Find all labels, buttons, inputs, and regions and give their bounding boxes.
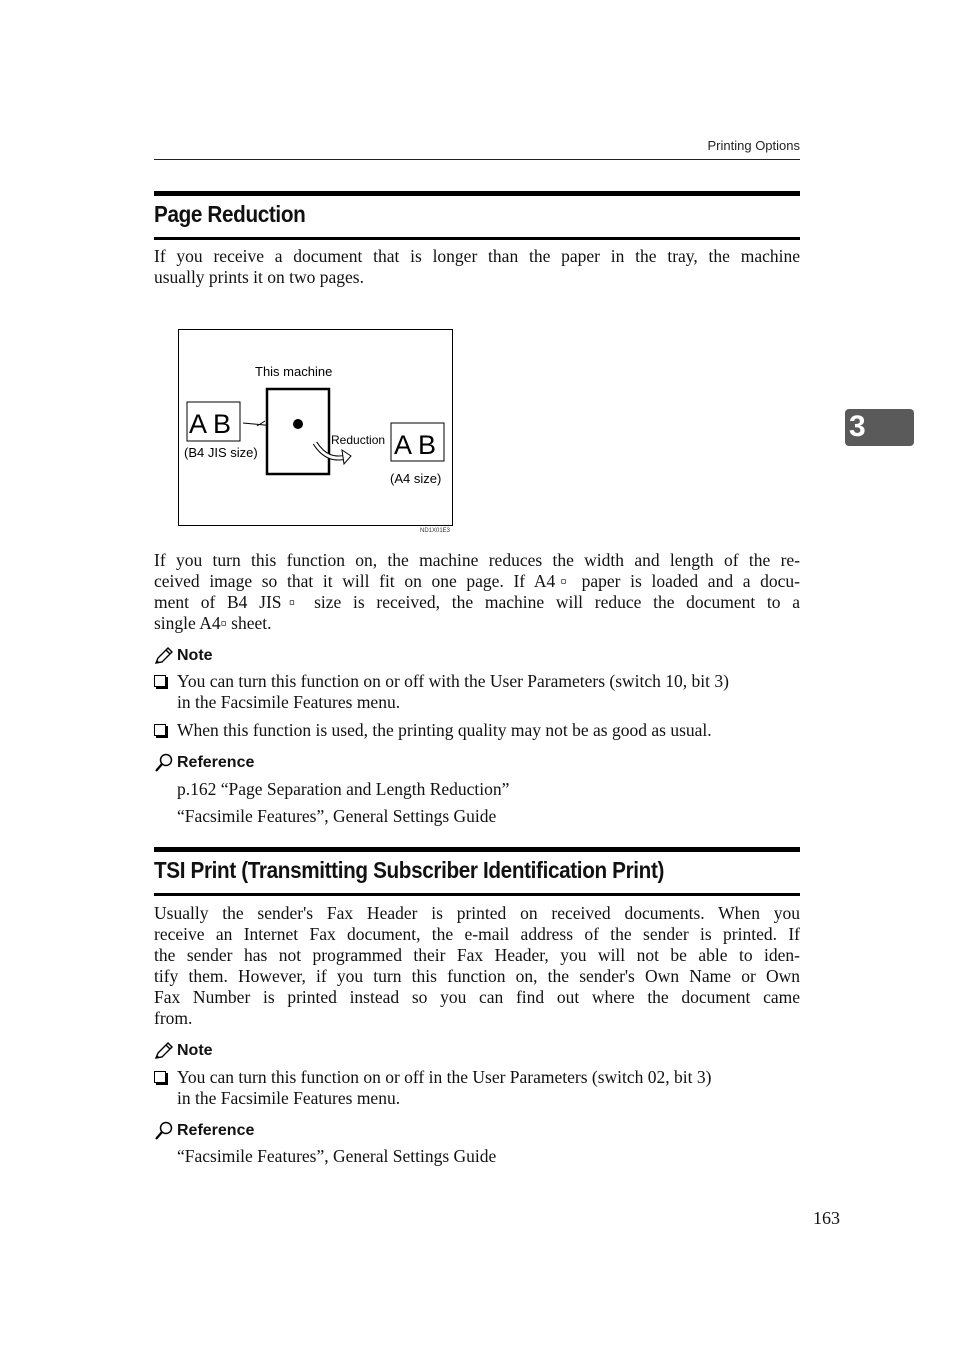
header-rule: [154, 159, 800, 160]
reference-heading: [154, 753, 254, 773]
note-text-line: You can turn this function on or off in the User Parameters (switch 02, bit 3): [177, 1067, 712, 1087]
reduced-size-label: (A4 size): [390, 471, 442, 486]
reference-link[interactable]: p.162 “Page Separation and Length Reduction”: [177, 779, 510, 799]
note-text-line: in the Facsimile Features menu.: [177, 1088, 401, 1108]
reference-link[interactable]: “Facsimile Features”, General Settings Guide: [177, 1146, 497, 1166]
original-document-label: A B: [189, 409, 232, 439]
section-title-page-reduction: Page Reduction: [154, 201, 306, 227]
page-reduction-diagram: [178, 329, 453, 526]
chapter-tab: [845, 409, 914, 446]
text-line: tify them. However, if you turn this function on, the sender's Own Name or Own: [154, 966, 800, 986]
note-item: [154, 671, 800, 713]
section-bottom-rule: [154, 893, 800, 896]
intro-paragraph: [154, 246, 800, 288]
note-label: Note: [177, 1042, 213, 1059]
note-item: [154, 1067, 800, 1109]
note-heading: [154, 647, 213, 665]
reference-label: Reference: [177, 754, 255, 771]
section-top-rule: [154, 847, 800, 852]
body-paragraph: [154, 550, 800, 634]
note-item: [154, 720, 800, 741]
section-bottom-rule: [154, 237, 800, 240]
text-line: usually prints it on two pages.: [154, 267, 364, 287]
section-title-tsi-print: TSI Print (Transmitting Subscriber Identification Print): [154, 857, 665, 883]
text-line: If you turn this function on, the machine reduces the width and length of the re-: [154, 550, 800, 570]
text-line: the sender has not programmed their Fax Header, you will not be able to iden-: [154, 945, 800, 965]
reduction-arrow-head: [342, 450, 351, 464]
reduction-label: Reduction: [331, 433, 386, 447]
original-size-label: (B4 JIS size): [184, 445, 258, 460]
page-number: 163: [813, 1208, 840, 1228]
this-machine-label: This machine: [255, 364, 333, 379]
checkbox-bullet-icon: [154, 1071, 166, 1083]
reduced-document-label: A B: [394, 430, 437, 460]
checkbox-bullet-icon: [154, 724, 166, 736]
text-line: If you receive a document that is longer than the paper in the tray, the machine: [154, 246, 800, 266]
pencil-icon: [154, 647, 174, 665]
diagram-graphic: [179, 330, 452, 525]
magnifier-icon: [154, 753, 174, 773]
machine-dot: [293, 419, 303, 429]
chapter-number: 3: [849, 410, 866, 443]
text-line: single A4▫ sheet.: [154, 613, 272, 633]
section-top-rule: [154, 191, 800, 196]
body-paragraph: [154, 903, 800, 1029]
note-text-line: When this function is used, the printing quality may not be as good as usual.: [177, 720, 712, 740]
text-line: from.: [154, 1008, 193, 1028]
reference-label: Reference: [177, 1122, 255, 1139]
text-line: receive an Internet Fax document, the e-mail address of the sender is printed. If: [154, 924, 800, 944]
checkbox-bullet-icon: [154, 675, 166, 687]
text-line: Usually the sender's Fax Header is printed on received documents. When you: [154, 903, 800, 923]
diagram-code: ND1X01E3: [420, 528, 451, 534]
reference-link[interactable]: “Facsimile Features”, General Settings Guide: [177, 806, 497, 826]
note-text-line: You can turn this function on or off with the User Parameters (switch 10, bit 3): [177, 671, 729, 691]
note-label: Note: [177, 647, 213, 664]
text-line: ment of B4 JIS▫ size is received, the machine will reduce the document to a: [154, 592, 800, 612]
machine-icon: [267, 389, 329, 474]
note-text-line: in the Facsimile Features menu.: [177, 692, 401, 712]
text-line: Fax Number is printed instead so you can find out where the document came: [154, 987, 800, 1007]
text-line: ceived image so that it will fit on one page. If A4▫ paper is loaded and a docu-: [154, 571, 800, 591]
running-header: Printing Options: [707, 138, 800, 153]
pencil-icon: [154, 1042, 174, 1060]
reference-heading: [154, 1121, 254, 1141]
note-heading: [154, 1042, 213, 1060]
magnifier-icon: [154, 1121, 174, 1141]
